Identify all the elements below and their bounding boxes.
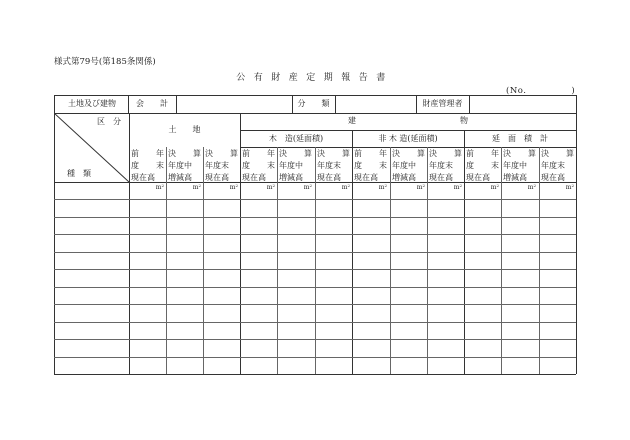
- col-header-line: 現在高: [242, 173, 266, 182]
- col-header-line: 年度末: [541, 161, 565, 170]
- prev-year-col-header: [354, 148, 387, 184]
- building-header-bottom: [240, 130, 576, 131]
- col-header-line: 現在高: [205, 173, 229, 182]
- col-header-line: 決 算: [168, 149, 201, 158]
- col-header-line: 増減高: [168, 173, 192, 182]
- col-header-line: 年度中: [168, 161, 192, 170]
- col-header-line: 増減高: [279, 173, 303, 182]
- col-header-line: 度 末: [131, 161, 164, 170]
- unit-label: $m^2$: [229, 183, 238, 191]
- col-header-line: 現在高: [466, 173, 490, 182]
- unit-label: $m^2$: [155, 183, 164, 191]
- info-row-divider: [335, 95, 336, 113]
- col-header-line: 決 算: [317, 149, 350, 158]
- col-header-line: 前 年: [242, 149, 275, 158]
- change-col-header: [392, 148, 425, 184]
- col-header-line: 年度中: [503, 161, 527, 170]
- table-row: [54, 339, 576, 340]
- table-row: [54, 357, 576, 358]
- col-header-line: 決 算: [205, 149, 238, 158]
- table-top-border: [54, 95, 576, 96]
- col-header-line: 現在高: [541, 173, 565, 182]
- col-header-line: 度 末: [354, 161, 387, 170]
- table-right-border: [576, 95, 577, 374]
- category-label: 区 分: [97, 117, 121, 126]
- change-col-header: [279, 148, 312, 184]
- col-header-line: 増減高: [392, 173, 416, 182]
- col-header-line: 決 算: [503, 149, 536, 158]
- wooden-label: 木 造(延面積): [268, 134, 324, 143]
- col-header-line: 決 算: [541, 149, 574, 158]
- land-label: 土 地: [168, 125, 201, 134]
- col-header-line: 現在高: [354, 173, 378, 182]
- col-header-line: 決 算: [279, 149, 312, 158]
- type-label: 種 類: [67, 169, 91, 178]
- form-number-field: (No. ): [506, 86, 576, 96]
- accounting-label: 会 計: [136, 99, 168, 108]
- table-row: [54, 234, 576, 235]
- unit-label: $m^2$: [565, 183, 574, 191]
- col-header-line: 年度末: [429, 161, 453, 170]
- table-row: [54, 287, 576, 288]
- col-header-line: 現在高: [429, 173, 453, 182]
- unit-label: $m^2$: [453, 183, 462, 191]
- property-manager-label: 財産管理者: [422, 99, 463, 108]
- year-end-col-header: [429, 148, 462, 184]
- building-label: 建 物: [348, 116, 468, 125]
- table-row: [54, 304, 576, 305]
- change-col-header: [503, 148, 536, 184]
- unit-label: $m^2$: [303, 183, 312, 191]
- unit-label: $m^2$: [192, 183, 201, 191]
- table-row: [54, 252, 576, 253]
- col-header-line: 前 年: [466, 149, 499, 158]
- prev-year-col-header: [131, 148, 164, 184]
- prev-year-col-header: [242, 148, 275, 184]
- year-end-col-header: [317, 148, 350, 184]
- table-row: [54, 374, 576, 375]
- col-header-line: 前 年: [354, 149, 387, 158]
- col-header-line: 年度末: [205, 161, 229, 170]
- year-end-col-header: [541, 148, 574, 184]
- form-number: 様式第79号(第185条関係): [54, 57, 156, 67]
- col-header-line: 年度中: [279, 161, 303, 170]
- unit-label: $m^2$: [490, 183, 499, 191]
- total-floor-area-label: 延 面 積 計: [492, 134, 548, 143]
- col-header-line: 現在高: [131, 173, 155, 182]
- prev-year-col-header: [466, 148, 499, 184]
- info-row-divider: [176, 95, 177, 113]
- col-header-line: 現在高: [317, 173, 341, 182]
- info-row-bottom-border: [54, 113, 576, 114]
- land-building-divider: [240, 113, 241, 374]
- table-row: [54, 322, 576, 323]
- col-header-line: 決 算: [392, 149, 425, 158]
- col-header-line: 年度末: [317, 161, 341, 170]
- table-row: [54, 199, 576, 200]
- info-row-divider: [469, 95, 470, 113]
- year-end-col-header: [205, 148, 238, 184]
- col-header-line: 増減高: [503, 173, 527, 182]
- unit-label: $m^2$: [266, 183, 275, 191]
- col-header-line: 年度中: [392, 161, 416, 170]
- col-header-line: 決 算: [429, 149, 462, 158]
- table-row: [54, 217, 576, 218]
- unit-label: $m^2$: [341, 183, 350, 191]
- unit-label: $m^2$: [378, 183, 387, 191]
- col-header-line: 度 末: [242, 161, 275, 170]
- table-row: [54, 269, 576, 270]
- col-header-line: 前 年: [131, 149, 164, 158]
- col-header-line: 度 末: [466, 161, 499, 170]
- land-building-label: 土地及び建物: [68, 99, 116, 108]
- unit-label: $m^2$: [527, 183, 536, 191]
- classification-label: 分 類: [297, 99, 330, 108]
- form-title: 公有財産定期報告書: [236, 73, 394, 83]
- unit-label: $m^2$: [416, 183, 425, 191]
- non-wooden-label: 非 木 造(延面積): [378, 134, 438, 143]
- change-col-header: [168, 148, 201, 184]
